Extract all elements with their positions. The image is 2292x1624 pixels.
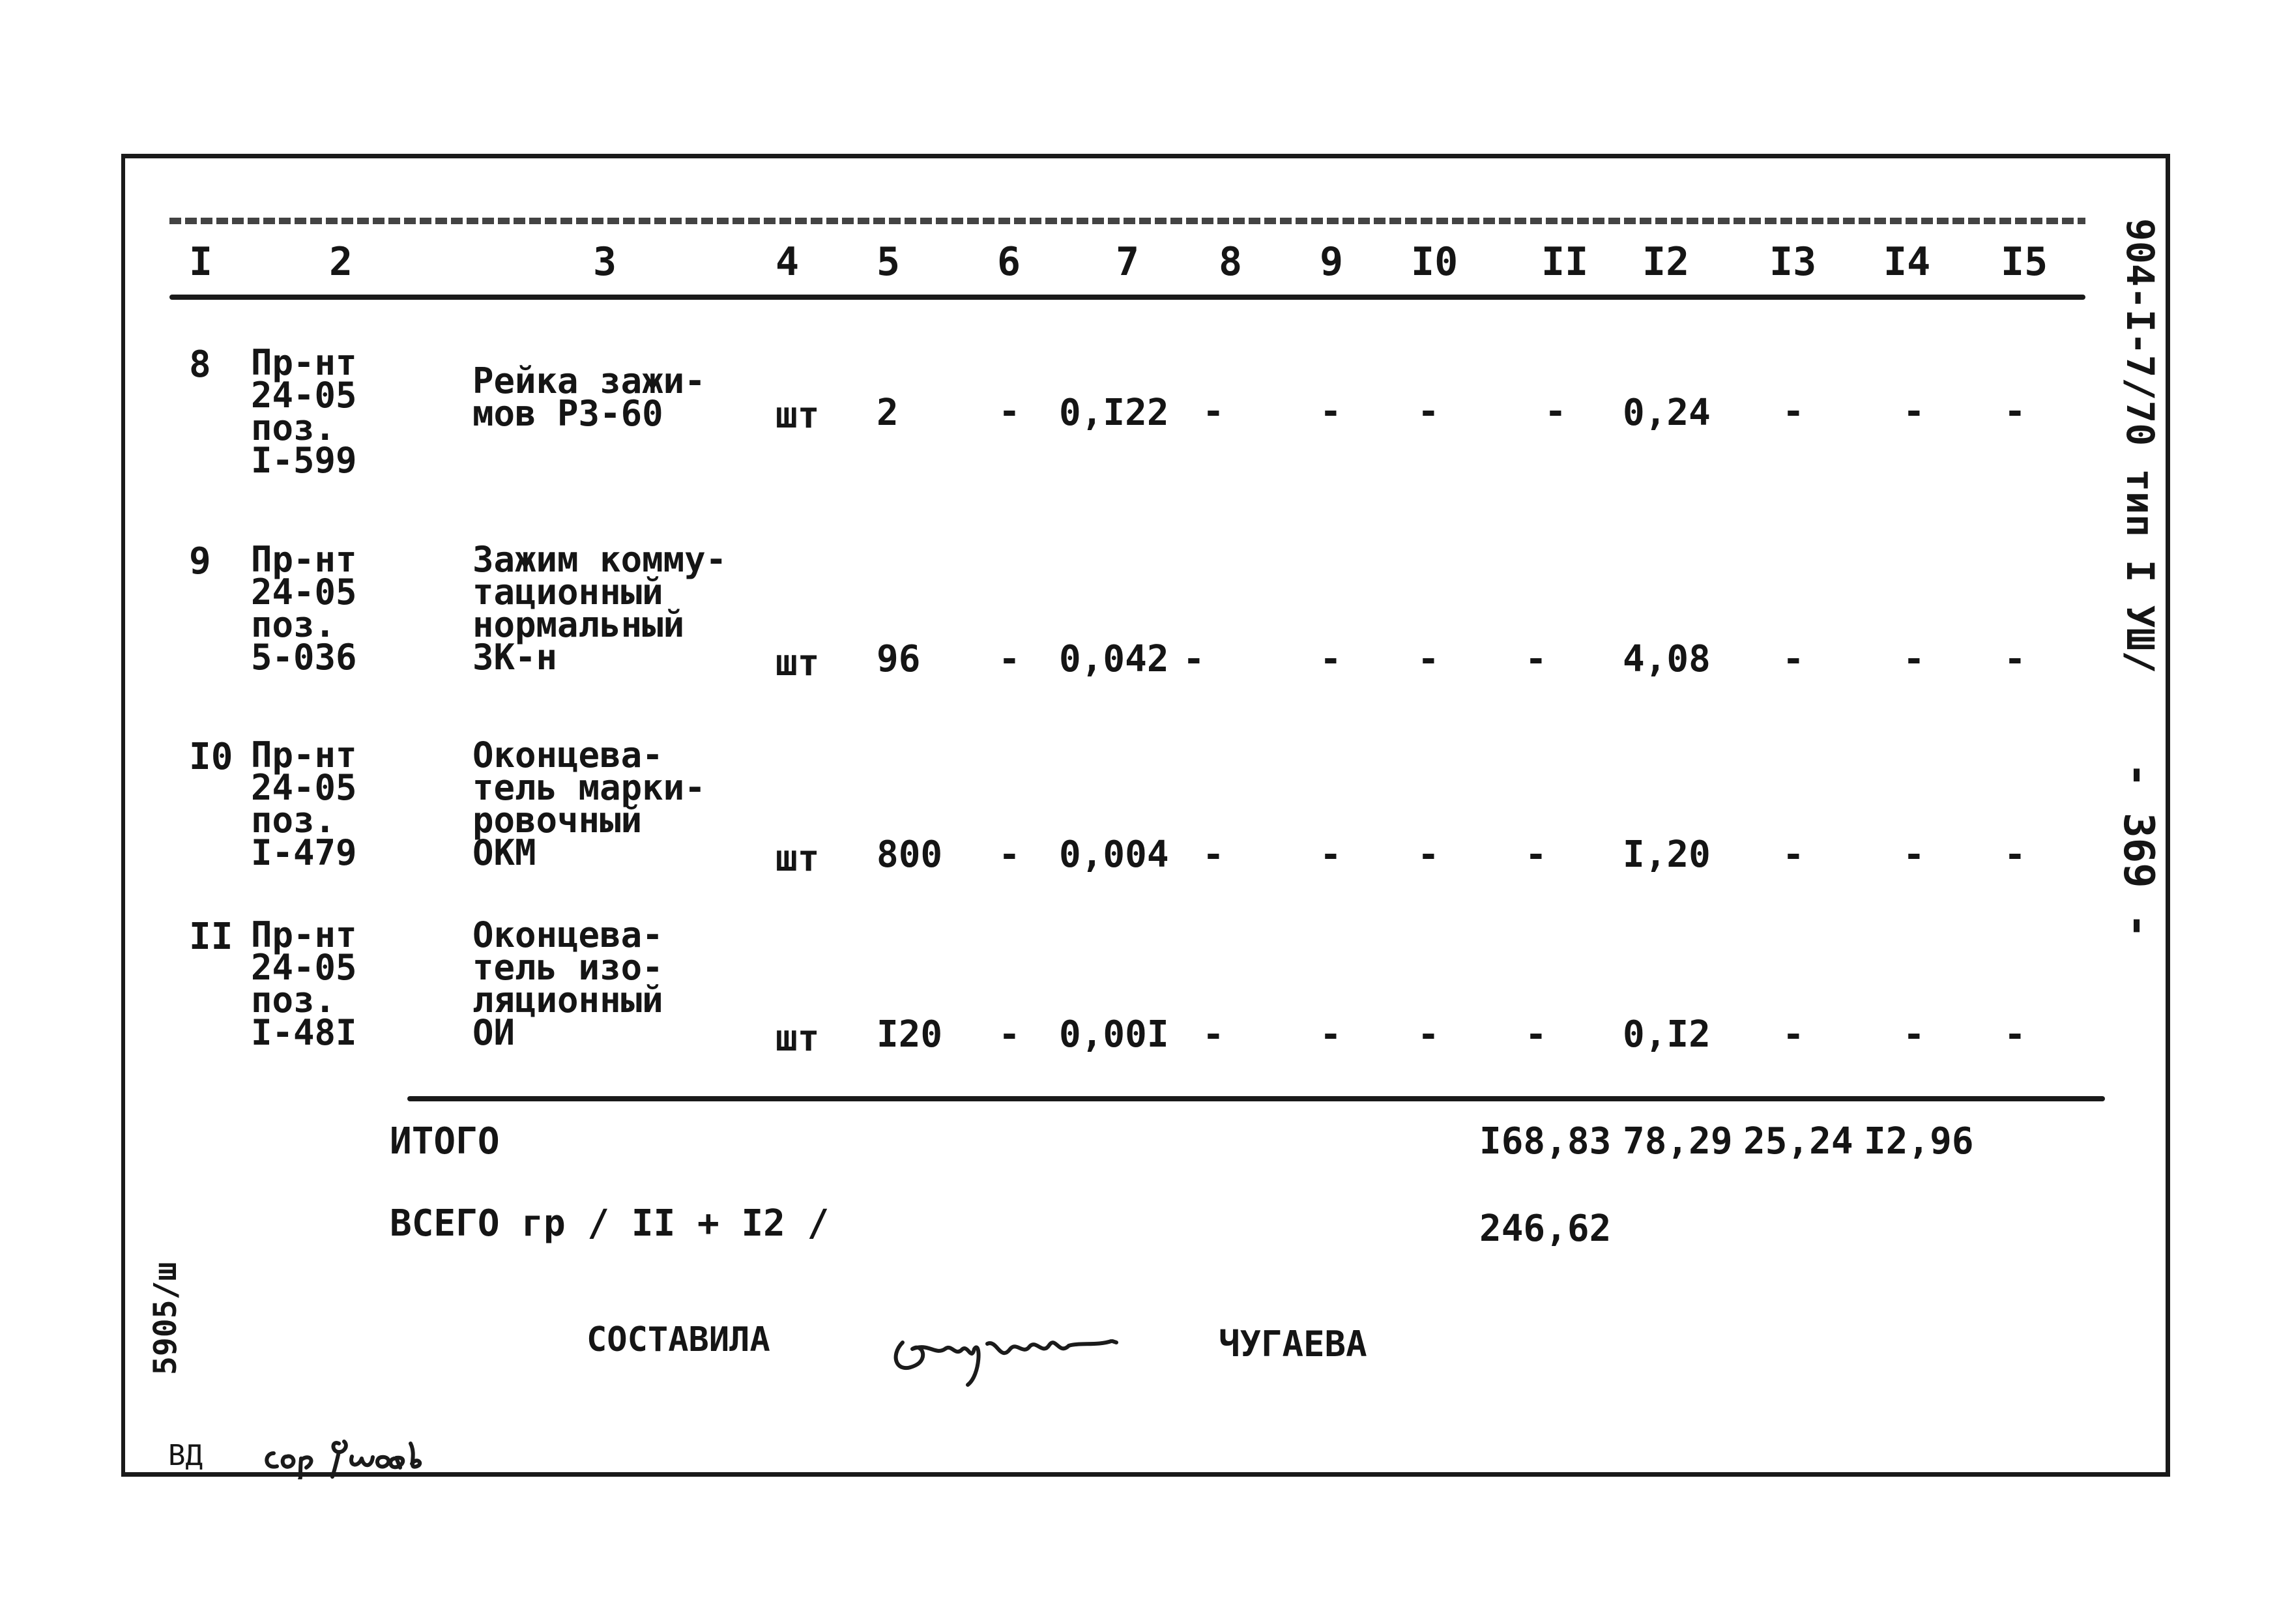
row-c11: - (1525, 1013, 1547, 1056)
row-c9: - (1320, 638, 1342, 680)
row-qty: 2 (877, 392, 899, 434)
row-qty: 800 (877, 834, 943, 876)
row-c11: - (1545, 390, 1567, 433)
row-c13: - (1782, 390, 1805, 433)
row-c10: - (1417, 1013, 1440, 1056)
row-c10: - (1417, 834, 1440, 876)
grand-total-label: ВСЕГО гр / II + I2 / (390, 1202, 830, 1245)
header-col-13: I3 (1769, 239, 1817, 285)
header-col-11: II (1541, 239, 1589, 285)
row-c7: 0,004 (1059, 834, 1169, 876)
header-underline (169, 295, 2085, 300)
row-code: Пр-нт 24-05 поз. 5-036 (251, 539, 357, 678)
row-c15: - (2004, 390, 2026, 433)
row-c11: - (1525, 834, 1547, 876)
header-col-5: 5 (877, 239, 901, 285)
compiled-label: СОСТАВИЛА (587, 1320, 770, 1359)
row-number: 8 (189, 343, 211, 386)
totals-c11: I68,83 (1479, 1120, 1612, 1163)
header-col-10: I0 (1411, 239, 1458, 285)
row-qty: 96 (877, 638, 921, 680)
row-c15: - (2004, 638, 2026, 680)
grand-total-value: 246,62 (1479, 1208, 1612, 1250)
header-col-14: I4 (1883, 239, 1931, 285)
header-dash-line (169, 218, 2085, 224)
row-c14: - (1903, 1013, 1925, 1056)
row-number: 9 (189, 540, 211, 583)
totals-label: ИТОГО (390, 1120, 500, 1163)
row-c12: 0,24 (1623, 392, 1711, 434)
row-c13: - (1782, 834, 1805, 876)
row-c8: - (1202, 834, 1225, 876)
header-col-3: 3 (593, 239, 617, 285)
row-name: Рейка зажи- мов РЗ-60 (472, 360, 706, 434)
row-unit: шт (776, 394, 820, 437)
row-c15: - (2004, 1013, 2026, 1056)
row-c10: - (1417, 390, 1440, 433)
row-name: Зажим комму- тационный нормальный ЗК-н (472, 539, 727, 678)
page-number: - 369 - (2114, 762, 2162, 938)
header-col-9: 9 (1320, 239, 1344, 285)
row-name: Оконцева- тель изо- ляционный ОИ (472, 914, 663, 1053)
row-number: I0 (189, 736, 233, 778)
row-qty: I20 (877, 1013, 943, 1056)
row-code: Пр-нт 24-05 поз. I-599 (251, 342, 357, 481)
row-c13: - (1782, 1013, 1805, 1056)
header-col-15: I5 (2001, 239, 2048, 285)
compiler-name: ЧУГАЕВА (1219, 1324, 1367, 1365)
row-c14: - (1903, 834, 1925, 876)
row-c11: - (1525, 638, 1547, 680)
row-unit: шт (776, 1017, 820, 1060)
row-c12: I,20 (1623, 834, 1711, 876)
row-c9: - (1320, 834, 1342, 876)
header-col-8: 8 (1219, 239, 1243, 285)
row-code: Пр-нт 24-05 поз. I-48I (251, 914, 357, 1053)
row-code: Пр-нт 24-05 поз. I-479 (251, 734, 357, 873)
document-frame (121, 154, 2170, 1477)
row-number: II (189, 916, 233, 958)
row-c12: 4,08 (1623, 638, 1711, 680)
header-col-12: I2 (1642, 239, 1690, 285)
row-c8: - (1202, 390, 1225, 433)
row-c6: - (998, 1013, 1021, 1056)
row-c6: - (998, 834, 1021, 876)
row-c12: 0,I2 (1623, 1013, 1711, 1056)
header-col-1: I (189, 239, 213, 285)
row-c13: - (1782, 638, 1805, 680)
totals-rule (407, 1096, 2105, 1101)
row-c6: - (998, 390, 1021, 433)
row-c8: - (1183, 638, 1205, 680)
row-unit: шт (776, 837, 820, 880)
header-col-7: 7 (1116, 239, 1140, 285)
row-c15: - (2004, 834, 2026, 876)
row-c8: - (1202, 1013, 1225, 1056)
row-c9: - (1320, 390, 1342, 433)
row-c9: - (1320, 1013, 1342, 1056)
totals-c12: 78,29 (1623, 1120, 1733, 1163)
handwritten-note (261, 1421, 476, 1479)
header-col-4: 4 (776, 239, 800, 285)
row-c6: - (998, 638, 1021, 680)
row-unit: шт (776, 642, 820, 684)
bottom-prefix: ВД (168, 1439, 203, 1472)
totals-c14: I2,96 (1864, 1120, 1974, 1163)
row-c14: - (1903, 638, 1925, 680)
row-name: Оконцева- тель марки- ровочный ОКМ (472, 734, 706, 873)
header-col-6: 6 (997, 239, 1021, 285)
right-doc-code: 904-I-7/70 тип I УШ/ (2118, 218, 2162, 674)
row-c10: - (1417, 638, 1440, 680)
left-archive-code: 5905/ш (147, 1262, 184, 1375)
row-c7: 0,042 (1059, 638, 1169, 680)
signature (883, 1303, 1124, 1395)
row-c14: - (1903, 390, 1925, 433)
row-c7: 0,00I (1059, 1013, 1169, 1056)
totals-c13: 25,24 (1743, 1120, 1853, 1163)
header-col-2: 2 (329, 239, 353, 285)
row-c7: 0,I22 (1059, 392, 1169, 434)
